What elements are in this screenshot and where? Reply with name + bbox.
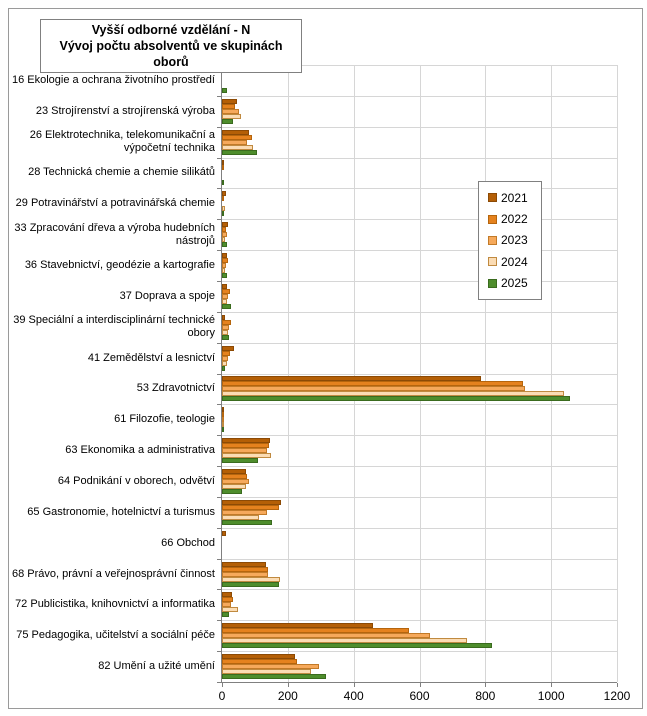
legend-label: 2021: [501, 190, 528, 205]
gridline-horizontal: [222, 435, 617, 436]
category-label: 29 Potravinářství a potravinářská chemie: [15, 197, 215, 210]
x-axis-label: 1200: [603, 689, 631, 703]
bar-23-2025: [222, 119, 233, 124]
gridline-horizontal: [222, 219, 617, 220]
bar-33-2025: [222, 242, 227, 247]
y-axis-line: [221, 65, 222, 683]
category-label: 61 Filozofie, teologie: [114, 413, 215, 426]
x-axis-label: 1000: [537, 689, 565, 703]
category-label: 65 Gastronomie, hotelnictví a turismus: [27, 505, 215, 518]
y-axis-tick: [217, 188, 221, 189]
y-axis-tick: [217, 620, 221, 621]
gridline-horizontal: [222, 127, 617, 128]
bar-72-2025: [222, 612, 229, 617]
bar-61-2025: [222, 427, 224, 432]
legend-entry-2025: [488, 276, 539, 290]
x-axis-tick: [617, 683, 618, 687]
y-axis-tick: [217, 127, 221, 128]
x-axis-tick: [288, 683, 289, 687]
legend: [478, 181, 542, 300]
bar-28-2022: [222, 165, 224, 170]
y-axis-tick: [217, 281, 221, 282]
category-label: 53 Zdravotnictví: [136, 382, 215, 395]
category-label: 36 Stavebnictví, geodézie a kartografie: [24, 259, 215, 272]
chart-title-line2: Vývoj počtu absolventů ve skupinách oborů: [59, 39, 283, 69]
bar-29-2025: [222, 211, 224, 216]
x-axis-label: 0: [218, 689, 226, 703]
gridline-horizontal: [222, 374, 617, 375]
y-axis-tick: [217, 589, 221, 590]
category-label: 16 Ekologie a ochrana životního prostředí: [11, 73, 215, 86]
legend-entry-2022: [488, 212, 539, 226]
category-label: 75 Pedagogika, učitelství a sociální péče: [16, 629, 215, 642]
x-axis-tick: [485, 683, 486, 687]
gridline-horizontal: [222, 281, 617, 282]
bar-75-2025: [222, 643, 492, 648]
y-axis-tick: [217, 435, 221, 436]
category-label: 23 Strojírenství a strojírenská výroba: [35, 104, 215, 117]
category-label: 64 Podnikání v oborech, odvětví: [57, 474, 215, 487]
x-axis-tick: [354, 683, 355, 687]
legend-entry-2023: [488, 233, 539, 247]
x-axis-tick: [420, 683, 421, 687]
legend-label: 2022: [501, 212, 528, 227]
y-axis-tick: [217, 158, 221, 159]
gridline-vertical: [617, 65, 618, 682]
category-label: 28 Technická chemie a chemie silikátů: [28, 166, 215, 179]
bar-53-2025: [222, 396, 570, 401]
bar-39-2025: [222, 335, 229, 340]
y-axis-tick: [217, 374, 221, 375]
bar-66-2021: [222, 531, 226, 536]
category-label: 72 Publicistika, knihovnictví a informatika: [15, 598, 215, 611]
category-label: 39 Speciální a interdisciplinární technické obory: [13, 314, 215, 340]
bar-16-2025: [222, 88, 227, 93]
y-axis-tick: [217, 466, 221, 467]
y-axis-tick: [217, 404, 221, 405]
legend-swatch-icon: [488, 236, 497, 245]
legend-entry-2021: [488, 191, 539, 205]
legend-swatch-icon: [488, 257, 497, 266]
gridline-horizontal: [222, 528, 617, 529]
bar-36-2025: [222, 273, 227, 278]
gridline-horizontal: [222, 651, 617, 652]
bar-29-2022: [222, 196, 224, 201]
category-label: 68 Právo, právní a veřejnosprávní činnost: [11, 567, 215, 580]
bar-37-2025: [222, 304, 231, 309]
x-axis-label: 200: [277, 689, 298, 703]
legend-swatch-icon: [488, 193, 497, 202]
category-label: 33 Zpracování dřeva a výroba hudebních nástrojů: [14, 221, 215, 247]
x-axis-label: 600: [409, 689, 430, 703]
bar-26-2025: [222, 150, 257, 155]
bar-64-2025: [222, 489, 242, 494]
legend-label: 2024: [501, 254, 528, 269]
gridline-horizontal: [222, 312, 617, 313]
gridline-horizontal: [222, 466, 617, 467]
y-axis-tick: [217, 312, 221, 313]
category-label: 41 Zemědělství a lesnictví: [87, 351, 215, 364]
gridline-horizontal: [222, 559, 617, 560]
y-axis-tick: [217, 250, 221, 251]
category-label: 82 Umění a užité umění: [98, 660, 215, 673]
y-axis-tick: [217, 96, 221, 97]
gridline-horizontal: [222, 250, 617, 251]
gridline-horizontal: [222, 188, 617, 189]
bar-63-2025: [222, 458, 258, 463]
x-axis-label: 800: [475, 689, 496, 703]
category-label: 37 Doprava a spoje: [119, 289, 215, 302]
bar-68-2025: [222, 582, 279, 587]
gridline-horizontal: [222, 343, 617, 344]
legend-entry-2024: [488, 255, 539, 269]
gridline-horizontal: [222, 620, 617, 621]
legend-swatch-icon: [488, 215, 497, 224]
bar-41-2025: [222, 366, 225, 371]
x-axis-tick: [551, 683, 552, 687]
y-axis-tick: [217, 219, 221, 220]
x-axis-label: 400: [343, 689, 364, 703]
bar-65-2025: [222, 520, 272, 525]
bar-82-2025: [222, 674, 326, 679]
y-axis-tick: [217, 651, 221, 652]
gridline-horizontal: [222, 96, 617, 97]
legend-label: 2025: [501, 276, 528, 291]
legend-label: 2023: [501, 233, 528, 248]
y-axis-tick: [217, 682, 221, 683]
chart-title-line1: Vyšší odborné vzdělání - N: [91, 23, 251, 37]
y-axis-tick: [217, 559, 221, 560]
chart-title: [40, 19, 302, 73]
category-label: 26 Elektrotechnika, telekomunikační a výpočetní technika: [29, 129, 215, 155]
legend-swatch-icon: [488, 279, 497, 288]
gridline-horizontal: [222, 589, 617, 590]
category-label: 63 Ekonomika a administrativa: [65, 444, 215, 457]
gridline-horizontal: [222, 158, 617, 159]
y-axis-tick: [217, 497, 221, 498]
gridline-horizontal: [222, 497, 617, 498]
gridline-horizontal: [222, 404, 617, 405]
category-label: 66 Obchod: [161, 536, 215, 549]
y-axis-tick: [217, 343, 221, 344]
y-axis-tick: [217, 528, 221, 529]
bar-28-2025: [222, 180, 224, 185]
x-axis-tick: [222, 683, 223, 687]
